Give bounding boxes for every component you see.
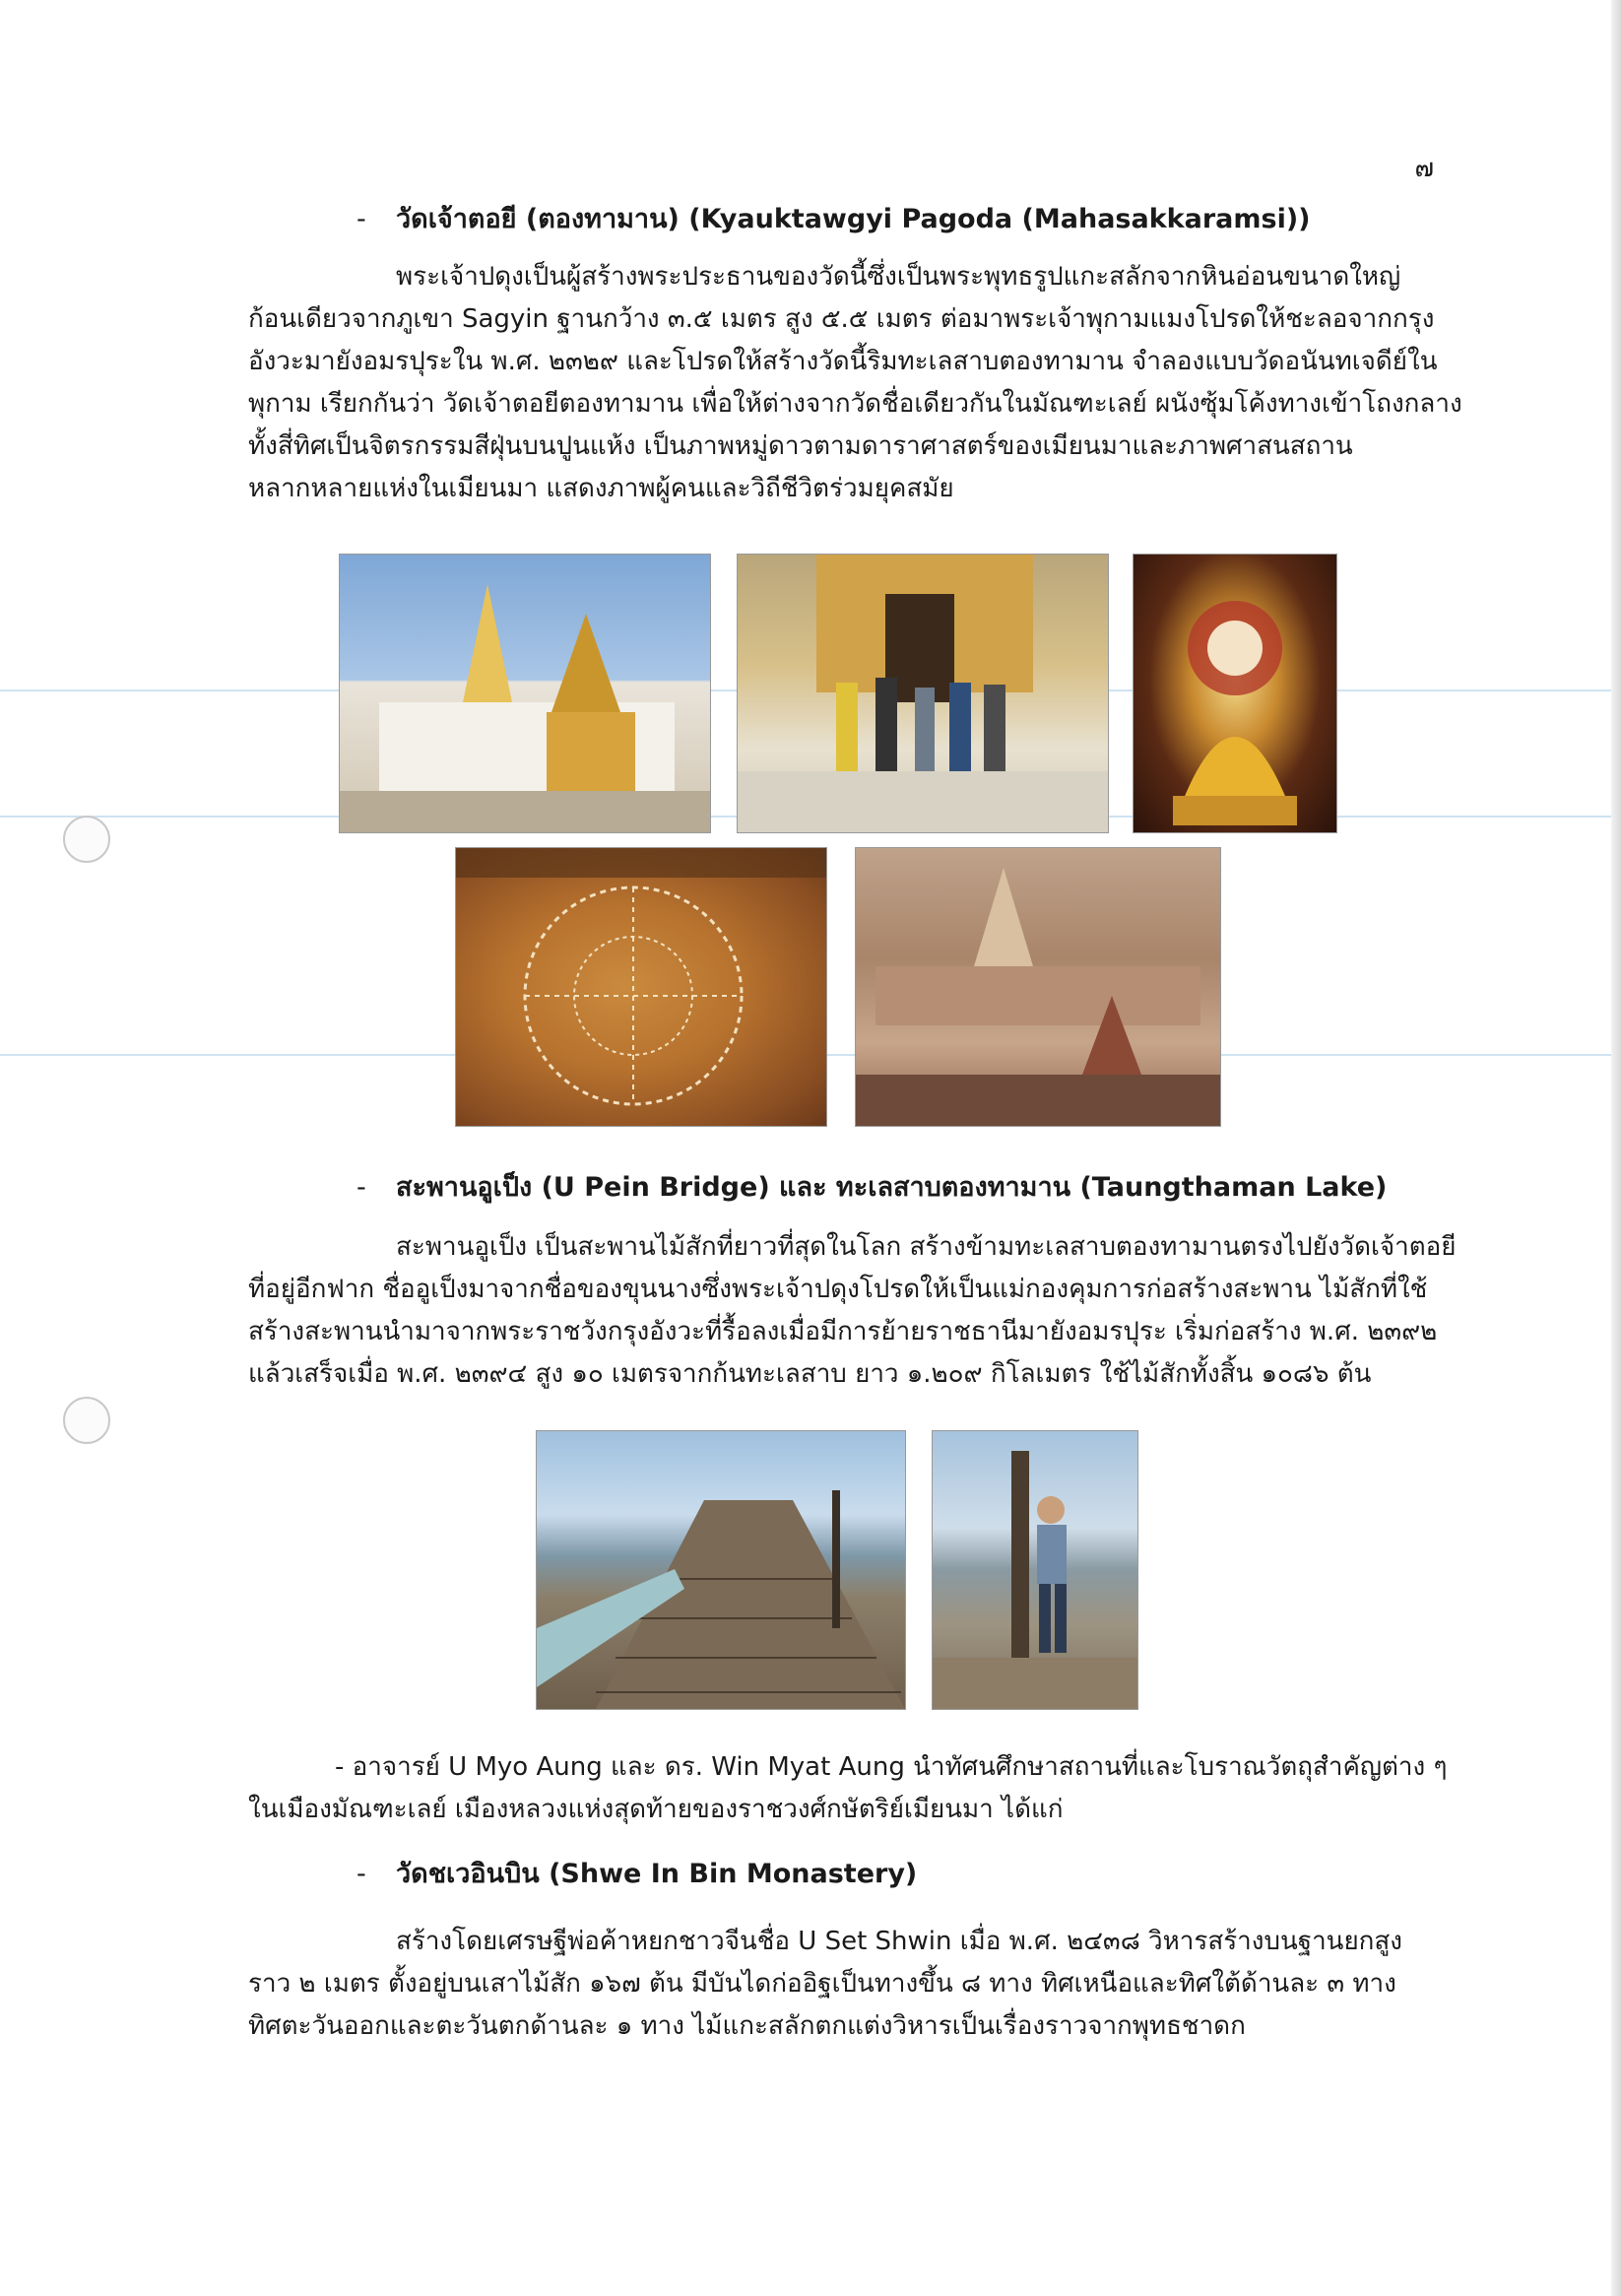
page-edge <box>1611 0 1621 2296</box>
paragraph-line: ทิศตะวันออกและตะวันตกด้านละ ๑ ทาง ไม้แกะสลักตกแต่งวิหารเป็นเรื่องราวจากพุทธชาดก <box>248 2011 1246 2041</box>
paragraph-line: สร้างสะพานนำมาจากพระราชวังกรุงอังวะที่รื้อลงเมื่อมีการย้ายราชธานีมายังอมรปุระ เริ่มก่อสร้าง พ.ศ. ๒๓๙๒ <box>248 1317 1438 1346</box>
punch-hole <box>63 816 110 863</box>
heading-text: วัดชเวอินบิน (Shwe In Bin Monastery) <box>396 1859 918 1889</box>
paragraph-line: ที่อยู่อีกฟาก ชื่ออูเป็งมาจากชื่อของขุนนางซึ่งพระเจ้าปดุงโปรดให้เป็นแม่กองคุมการก่อสร้างสะพาน ไม้สักที่ใช้ <box>248 1275 1428 1304</box>
paragraph-shwe-in-bin <box>248 1921 1430 2048</box>
temple-mural-photo <box>855 847 1221 1127</box>
paragraph-line: สะพานอูเป็ง เป็นสะพานไม้สักที่ยาวที่สุดในโลก สร้างข้ามทะเลสาบตองทามานตรงไปยังวัดเจ้าตอยี <box>396 1232 1457 1262</box>
paragraph-lecturers <box>248 1746 1448 1831</box>
punch-hole <box>63 1397 110 1444</box>
buddha-statue-photo <box>1133 554 1337 833</box>
group-at-pagoda-photo <box>737 554 1109 833</box>
paragraph-line: สร้างโดยเศรษฐีพ่อค้าหยกชาวจีนชื่อ U Set Shwin เมื่อ พ.ศ. ๒๔๓๘ วิหารสร้างบนฐานยกสูง <box>396 1927 1402 1956</box>
paragraph-line: อังวะมายังอมรปุระใน พ.ศ. ๒๓๒๙ และโปรดให้สร้างวัดนี้ริมทะเลสาบตองทามาน จำลองแบบวัดอนันทเจดีย์ใน <box>248 347 1438 376</box>
section-heading-upein <box>357 1165 1387 1208</box>
paragraph-line: ราว ๒ เมตร ตั้งอยู่บนเสาไม้สัก ๑๖๗ ต้น มีบันไดก่ออิฐเป็นทางขึ้น ๘ ทาง ทิศเหนือและทิศใต้ด้านละ ๓ ทาง <box>248 1969 1396 1999</box>
pagoda-photo <box>339 554 711 833</box>
bullet-dash: - <box>357 1859 366 1889</box>
heading-text: สะพานอูเป็ง (U Pein Bridge) และ ทะเลสาบตองทามาน (Taungthaman Lake) <box>396 1172 1388 1203</box>
heading-text: วัดเจ้าตอยี (ตองทามาน) (Kyauktawgyi Pagoda (Mahasakkaramsi)) <box>396 204 1311 234</box>
man-on-bridge-photo <box>932 1430 1138 1710</box>
bullet-dash: - <box>357 204 366 234</box>
paragraph-line: หลากหลายแห่งในเมียนมา แสดงภาพผู้คนและวิถีชีวิตร่วมยุคสมัย <box>248 474 954 503</box>
bullet-dash: - <box>357 1172 366 1203</box>
teak-bridge-photo <box>536 1430 906 1710</box>
paragraph-line: - อาจารย์ U Myo Aung และ ดร. Win Myat Aung นำทัศนศึกษาสถานที่และโบราณวัตถุสำคัญต่าง ๆ <box>335 1752 1448 1782</box>
paragraph-line: ทั้งสี่ทิศเป็นจิตรกรรมสีฝุ่นบนปูนแห้ง เป็นภาพหมู่ดาวตามดาราศาสตร์ของเมียนมาและภาพศาสนสถาน <box>248 431 1353 461</box>
paragraph-line: พระเจ้าปดุงเป็นผู้สร้างพระประธานของวัดนี้ซึ่งเป็นพระพุทธรูปแกะสลักจากหินอ่อนขนาดใหญ่ <box>396 262 1401 292</box>
paragraph-line: ก้อนเดียวจากภูเขา Sagyin ฐานกว้าง ๓.๕ เมตร สูง ๕.๕ เมตร ต่อมาพระเจ้าพุกามแมงโปรดให้ชะลอจากกรุง <box>248 304 1435 334</box>
paragraph-line: พุกาม เรียกกันว่า วัดเจ้าตอยีตองทามาน เพื่อให้ต่างจากวัดชื่อเดียวกันในมัณฑะเลย์ ผนังซุ้มโค้งทางเข้าโถงกลาง <box>248 389 1462 419</box>
page-number: ๗ <box>1414 154 1434 183</box>
paragraph-upein <box>248 1226 1457 1396</box>
section-heading-shwe-in-bin <box>357 1852 917 1894</box>
paragraph-kyauktawgyi <box>248 256 1462 510</box>
paragraph-line: ในเมืองมัณฑะเลย์ เมืองหลวงแห่งสุดท้ายของราชวงศ์กษัตริย์เมียนมา ได้แก่ <box>248 1795 1064 1824</box>
zodiac-mural-photo <box>455 847 827 1127</box>
paragraph-line: แล้วเสร็จเมื่อ พ.ศ. ๒๓๙๔ สูง ๑๐ เมตรจากก้นทะเลสาบ ยาว ๑.๒๐๙ กิโลเมตร ใช้ไม้สักทั้งสิ้น ๑๐๘๖ ต้น <box>248 1359 1372 1389</box>
section-heading-kyauktawgyi <box>357 197 1311 239</box>
